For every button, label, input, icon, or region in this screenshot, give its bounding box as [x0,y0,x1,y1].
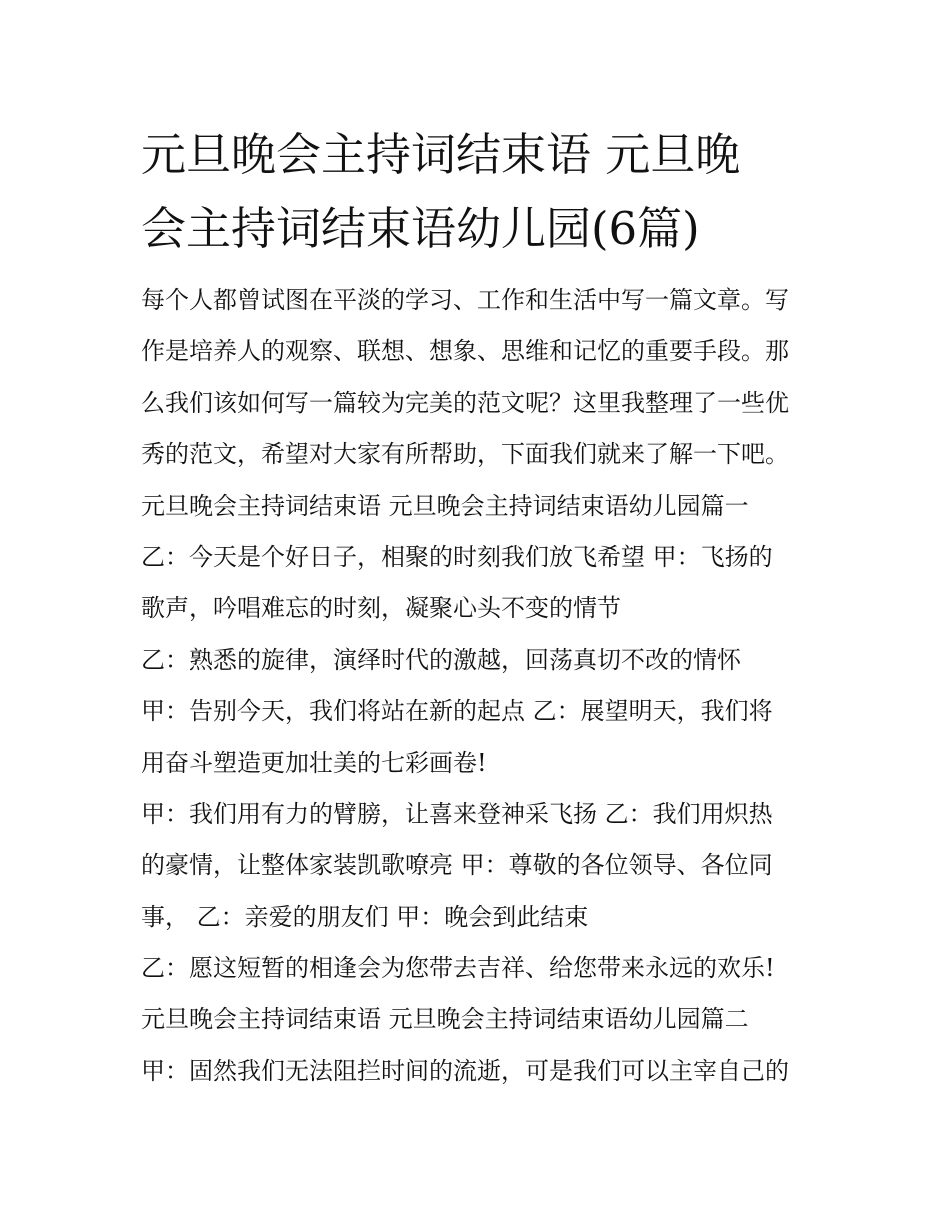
body-line: 乙：熟悉的旋律，演绎时代的激越，回荡真切不改的情怀 [141,645,741,674]
title-line-2: 会主持词结束语幼儿园(6篇) [141,202,700,255]
section-heading-2: 元旦晚会主持词结束语 元旦晚会主持词结束语幼儿园篇二 [141,1005,749,1034]
document-body [141,275,821,1097]
body-line: 作是培养人的观察、联想、想象、思维和记忆的重要手段。那 [141,337,789,366]
body-line: 么我们该如何写一篇较为完美的范文呢？这里我整理了一些优 [141,388,789,417]
body-line: 事， 乙：亲爱的朋友们 甲：晚会到此结束 [141,902,589,931]
body-line: 乙：愿这短暂的相逢会为您带去吉祥、给您带来永远的欢乐! [141,954,775,983]
body-line: 歌声，吟唱难忘的时刻，凝聚心头不变的情节 [141,594,621,623]
body-line: 用奋斗塑造更加壮美的七彩画卷! [141,748,487,777]
title-line-1: 元旦晚会主持词结束语 元旦晚 [141,128,741,181]
body-line: 甲：我们用有力的臂膀，让喜来登神采飞扬 乙：我们用炽热 [141,799,773,828]
body-line: 乙：今天是个好日子，相聚的时刻我们放飞希望 甲：飞扬的 [141,542,773,571]
body-line: 秀的范文，希望对大家有所帮助，下面我们就来了解一下吧。 [141,440,789,469]
body-line: 甲：告别今天，我们将站在新的起点 乙：展望明天，我们将 [141,697,773,726]
body-line: 的豪情，让整体家装凯歌嘹亮 甲：尊敬的各位领导、各位同 [141,851,773,880]
section-heading-1: 元旦晚会主持词结束语 元旦晚会主持词结束语幼儿园篇一 [141,491,749,520]
document-title [141,118,821,266]
body-line: 每个人都曾试图在平淡的学习、工作和生活中写一篇文章。写 [141,286,789,314]
body-line: 甲：固然我们无法阻拦时间的流逝，可是我们可以主宰自己的 [141,1056,789,1085]
